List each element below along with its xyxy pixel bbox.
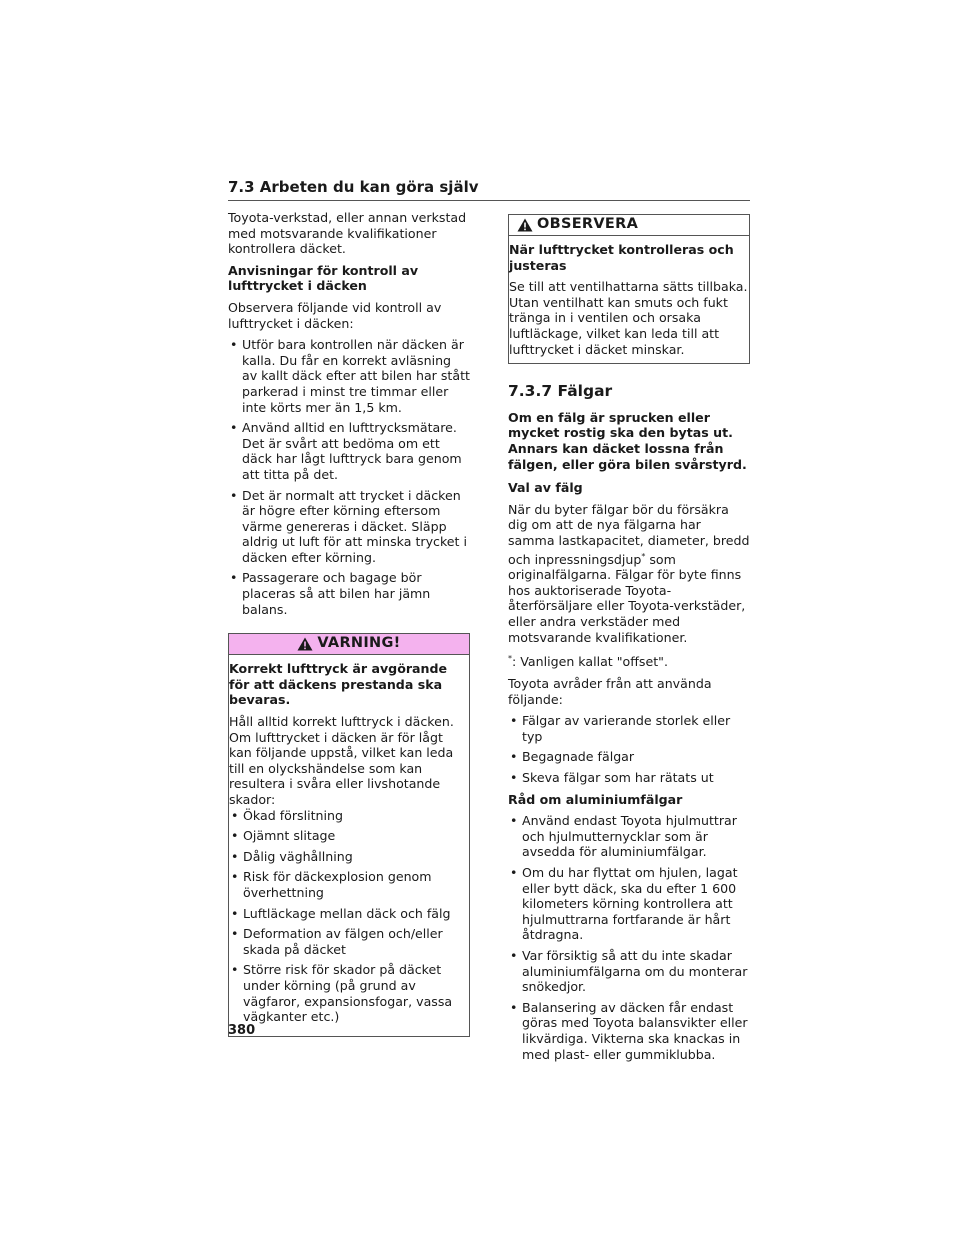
subsection-title: 7.3.7 Fälgar <box>508 382 613 401</box>
list-item: • Skeva fälgar som har rätats ut <box>508 770 750 786</box>
warning-heading: Korrekt lufttryck är avgörande för att däckens prestanda ska bevaras. <box>229 661 448 708</box>
alu-list <box>508 813 750 1062</box>
list-item: • Deformation av fälgen och/eller skada på däcket <box>229 926 469 957</box>
pressure-check-list <box>228 337 470 617</box>
pressure-check-heading: Anvisningar för kontroll av lufttrycket i däcken <box>228 262 419 294</box>
list-item: • Använd alltid en lufttrycksmätare. Det är svårt att bedöma om ett däck har lågt lufttryck bara genom att titta på det. <box>228 420 470 482</box>
rim-warning-lead: Om en fälg är sprucken eller mycket rostig ska den bytas ut. Annars kan däcket lossna från fälgen, eller göra bilen svårstyrd. <box>508 409 747 472</box>
rim-choice-text-a: När du byter fälgar bör du försäkra dig om att de nya fälgarna har samma lastkapacitet, diameter, bredd och inpressningsdjup <box>508 501 750 567</box>
note-header <box>509 215 749 236</box>
footnote-ref: * <box>641 551 646 561</box>
avoid-list <box>508 713 750 785</box>
list-item: • Balansering av däcken får endast göras med Toyota balansvikter eller likvärdiga. Vikterna ska knackas in med plast- eller gummiklubba. <box>508 1000 750 1062</box>
warning-title: VARNING! <box>317 635 401 652</box>
list-item: • Större risk för skador på däcket under körning (på grund av vägfaror, expansionsfogar, vassa vägkanter etc.) <box>229 962 469 1024</box>
list-item: • Ökad förslitning <box>229 808 469 824</box>
warning-triangle-icon <box>297 637 313 651</box>
pressure-check-lead: Observera följande vid kontroll av lufttrycket i däcken: <box>228 299 442 331</box>
section-title: 7.3 Arbeten du kan göra själv <box>228 178 479 196</box>
header-rule <box>228 200 750 201</box>
note-box <box>508 214 750 364</box>
list-item: • Passagerare och bagage bör placeras så att bilen har jämn balans. <box>228 570 470 617</box>
page-number: 380 <box>228 1023 256 1038</box>
list-item: • Luftläckage mellan däck och fälg <box>229 906 469 922</box>
list-item: • Var försiktig så att du inte skadar aluminiumfälgarna om du monterar snökedjor. <box>508 948 750 995</box>
footnote-text: : Vanligen kallat "offset". <box>512 654 668 670</box>
rim-choice-text-b: som originalfälgarna. Fälgar för byte finns hos auktoriserade Toyota-återförsäljare eller Toyota-verkstäder, eller andra verkstäder med motsvarande kvalifikationer. <box>508 551 746 645</box>
list-item: • Begagnade fälgar <box>508 749 750 765</box>
rim-choice-heading: Val av fälg <box>508 480 583 496</box>
rim-choice-text <box>508 502 750 646</box>
list-item: • Fälgar av varierande storlek eller typ <box>508 713 750 744</box>
warning-list <box>229 808 469 1025</box>
footnote <box>508 651 750 670</box>
left-column <box>228 210 470 1049</box>
warning-text: Håll alltid korrekt lufttryck i däcken. Om lufttrycket i däcken är för lågt kan följande uppstå, vilket kan leda till en olyckshändelse som kan resultera i svåra eller livshotande skador: <box>229 714 454 807</box>
list-item: • Risk för däckexplosion genom överhettning <box>229 869 469 900</box>
warning-body <box>229 655 469 1035</box>
avoid-lead: Toyota avråder från att använda följande: <box>508 676 712 707</box>
warning-box <box>228 633 470 1036</box>
footnote-mark: * <box>508 654 512 664</box>
note-body <box>509 236 749 363</box>
list-item: • Utför bara kontrollen när däcken är kalla. Du får en korrekt avläsning av kallt däck efter att bilen har stått parkerad i minst tre timmar eller inte körts mer än 1,5 km. <box>228 337 470 415</box>
list-item: • Använd endast Toyota hjulmuttrar och hjulmutternycklar som är avsedda för aluminiumfälgar. <box>508 813 750 860</box>
list-item: • Det är normalt att trycket i däcken är högre efter körning eftersom värme genereras i däcket. Släpp aldrig ut luft för att minska trycket i däcken efter körning. <box>228 488 470 566</box>
list-item: • Dålig väghållning <box>229 849 469 865</box>
right-column <box>508 210 750 1068</box>
note-heading: När lufttrycket kontrolleras och justeras <box>509 242 734 273</box>
list-item: • Ojämnt slitage <box>229 828 469 844</box>
alu-heading: Råd om aluminiumfälgar <box>508 791 683 807</box>
intro-paragraph: Toyota-verkstad, eller annan verkstad med motsvarande kvalifikationer kontrollera däcket. <box>228 210 467 257</box>
caution-icon <box>517 218 533 232</box>
note-text: Se till att ventilhattarna sätts tillbaka. Utan ventilhatt kan smuts och fukt tränga in i ventilen och orsaka luftläckage, vilket kan leda till att lufttrycket i däcket minskar. <box>509 279 748 357</box>
page-header <box>228 178 750 201</box>
list-item: • Om du har flyttat om hjulen, lagat eller bytt däck, ska du efter 1 600 kilometers körning kontrollera att hjulmuttrarna fortfarande är hårt åtdragna. <box>508 865 750 943</box>
note-title: OBSERVERA <box>537 216 639 233</box>
warning-header <box>229 634 469 655</box>
